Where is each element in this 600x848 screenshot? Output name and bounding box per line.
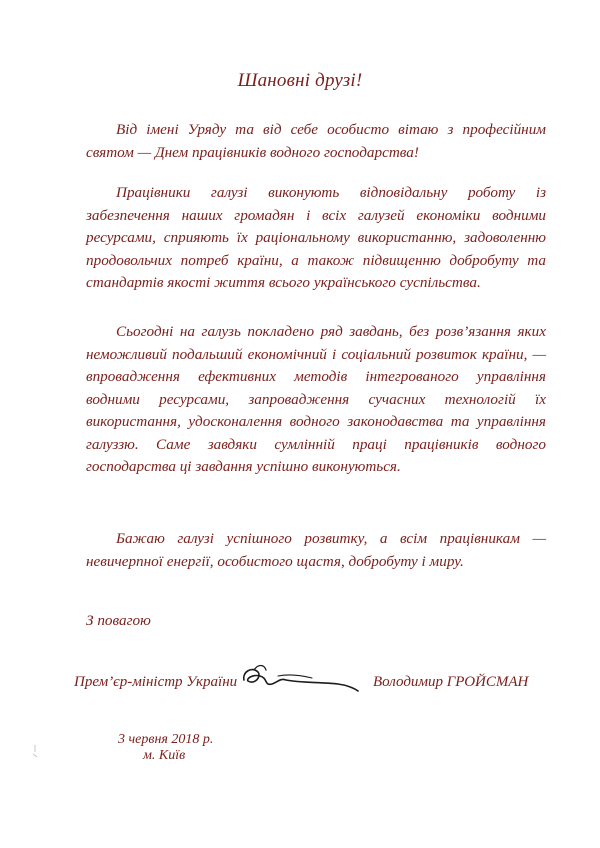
closing-phrase: З повагою bbox=[86, 612, 151, 629]
letter-paragraph: Від імені Уряду та від себе особисто вітаю з професійним святом — Днем працівників водного господарства! bbox=[86, 121, 546, 161]
letter-paragraph: Бажаю галузі успішного розвитку, а всім працівникам — невичерпної енергії, особистого щастя, добробуту і миру. bbox=[86, 530, 546, 570]
letter-greeting: Шановні друзі! bbox=[237, 70, 363, 91]
letter-city: м. Київ bbox=[143, 748, 186, 763]
letter-paragraph: Працівники галузі виконують відповідальну роботу із забезпечення наших громадян і всіх галузей економіки водними ресурсами, сприяють їх раціональному використанню, задоволенню продовольчих потреб країни, а також підвищенню добробуту та стандартів якості життя всього українського суспільства. bbox=[86, 184, 546, 291]
handwritten-signature bbox=[238, 658, 362, 698]
letter-date: 3 червня 2018 р. bbox=[118, 732, 214, 747]
signer-name: Володимир ГРОЙСМАН bbox=[373, 674, 529, 690]
signer-position: Прем’єр-міністр України bbox=[74, 674, 238, 690]
scan-mark bbox=[32, 744, 38, 758]
letter-paragraph: Сьогодні на галузь покладено ряд завдань, без розв’язання яких неможливий подальший економічний і соціальний розвиток країни, — впровадження ефективних методів інтегрованого управління водними ресурсами, запровадження сучасних технологій їх використання, удосконалення водного законодавства та управління галуззю. Саме завдяки сумлінній праці працівників водного господарства ці завдання успішно виконуються. bbox=[86, 323, 546, 475]
